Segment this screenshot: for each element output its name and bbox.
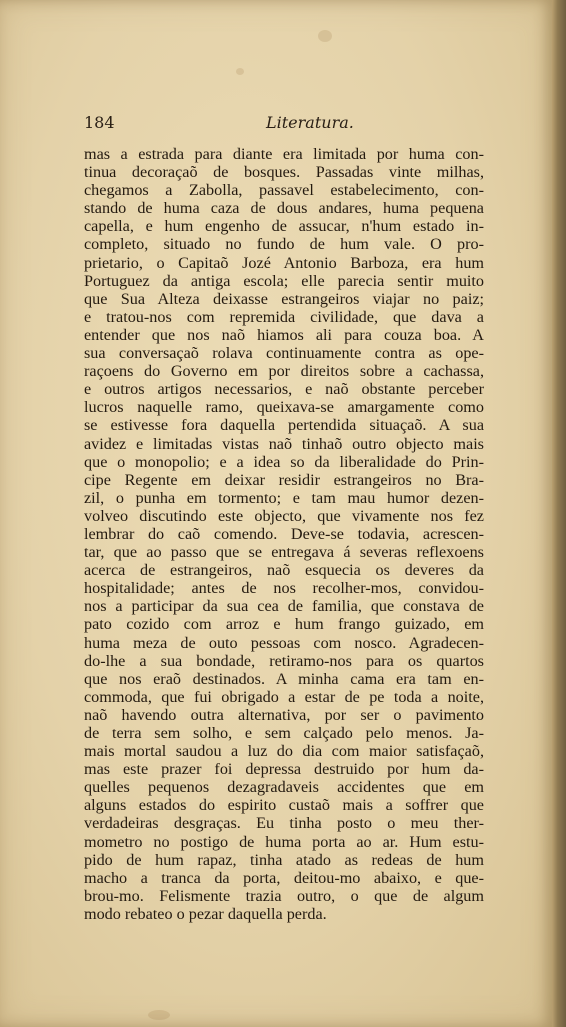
text-line: volveo discutindo este objecto, que vivamente nos fez — [84, 506, 484, 525]
text-line: que nos eraõ destinados. A minha cama era tam en- — [84, 669, 484, 688]
text-line: que Sua Alteza deixasse estrangeiros viajar no paiz; — [84, 289, 484, 308]
paper-stain — [236, 68, 244, 75]
text-line: verdadeiras desgraças. Eu tinha posto o meu ther- — [84, 814, 484, 833]
body-text — [84, 145, 484, 923]
text-line: mas este prazer foi depressa destruido por hum da- — [84, 760, 484, 779]
page-number: 184 — [84, 113, 115, 132]
text-line: Portuguez da antiga escola; elle parecia sentir muito — [84, 271, 484, 290]
text-line: prietario, o Capitaõ Jozé Antonio Barboza, era hum — [84, 253, 484, 272]
text-line: brou-mo. Felismente trazia outro, o que de algum — [84, 886, 484, 905]
text-line: completo, situado no fundo de hum vale. O pro- — [84, 235, 484, 254]
text-line: hospitalidade; antes de nos recolher-mos, convidou- — [84, 579, 484, 598]
text-line: tinua decoraçaõ de bosques. Passadas vinte milhas, — [84, 163, 484, 182]
text-line: e outros artigos necessarios, e naõ obstante perceber — [84, 380, 484, 399]
paper-stain — [148, 1010, 170, 1020]
text-line: pato cozido com arroz e hum frango guizado, em — [84, 615, 484, 634]
text-line: chegamos a Zabolla, passavel estabelecimento, con- — [84, 181, 484, 200]
text-line: modo rebateo o pezar daquella perda. — [84, 904, 327, 923]
page-header — [84, 113, 484, 139]
text-line: do-lhe a sua bondade, retiramo-nos para os quartos — [84, 651, 484, 670]
text-line: tar, que ao passo que se entregava á severas reflexoens — [84, 543, 484, 562]
text-line: capella, e hum engenho de assucar, n'hum estado in- — [84, 217, 484, 236]
text-line: alguns estados do espirito custaõ mais a soffrer que — [84, 796, 484, 815]
text-line: e tratou-nos com repremida civilidade, que dava a — [84, 307, 484, 326]
text-line: mais mortal saudou a luz do dia com maior satisfaçaõ, — [84, 742, 484, 761]
text-line: quelles pequenos dezagradaveis accidentes que em — [84, 778, 484, 797]
page-edge — [552, 0, 566, 1027]
text-line: nos a participar da sua cea de familia, que constava de — [84, 597, 484, 616]
text-line: commoda, que fui obrigado a estar de pe toda a noite, — [84, 687, 484, 706]
text-line: sua conversaçaõ rolava continuamente contra as ope- — [84, 344, 484, 363]
text-line: zil, o punha em tormento; e tam mau humor dezen- — [84, 488, 484, 507]
text-line: lembrar do caõ comendo. Deve-se todavia, acrescen- — [84, 524, 484, 543]
text-line: acerca de estrangeiros, naõ esquecia os deveres da — [84, 561, 484, 580]
paper-stain — [318, 30, 332, 42]
text-line: stando de huma caza de dous andares, huma pequena — [84, 199, 484, 218]
text-line: macho a tranca da porta, deitou-mo abaixo, e que- — [84, 868, 484, 887]
text-line: huma meza de outo pessoas com nosco. Agradecen- — [84, 633, 484, 652]
text-line: de terra sem solho, e sem calçado pelo menos. Ja- — [84, 724, 484, 742]
text-line: lucros naquelle ramo, queixava-se amargamente como — [84, 398, 484, 417]
text-line: mas a estrada para diante era limitada por huma con- — [84, 145, 484, 163]
text-line: raçoens do Governo em por direitos sobre a cachassa, — [84, 362, 484, 381]
text-line: que o monopolio; e a idea so da liberalidade do Prin- — [84, 452, 484, 471]
text-line: entender que nos naõ hiamos ali para couza boa. A — [84, 325, 484, 344]
text-line: se estivesse fora daquella pertendida situaçaõ. A sua — [84, 416, 484, 435]
text-line: avidez e limitadas vistas naõ tinhaõ outro objecto mais — [84, 434, 484, 453]
text-line: mometro no postigo de huma porta ao ar. Hum estu- — [84, 832, 484, 851]
running-title: Literatura. — [266, 113, 354, 132]
text-line: naõ havendo outra alternativa, por ser o pavimento — [84, 705, 484, 724]
text-line: pido de hum rapaz, tinha atado as redeas de hum — [84, 850, 484, 869]
text-line: cipe Regente em deixar residir estrangeiros no Bra- — [84, 470, 484, 489]
